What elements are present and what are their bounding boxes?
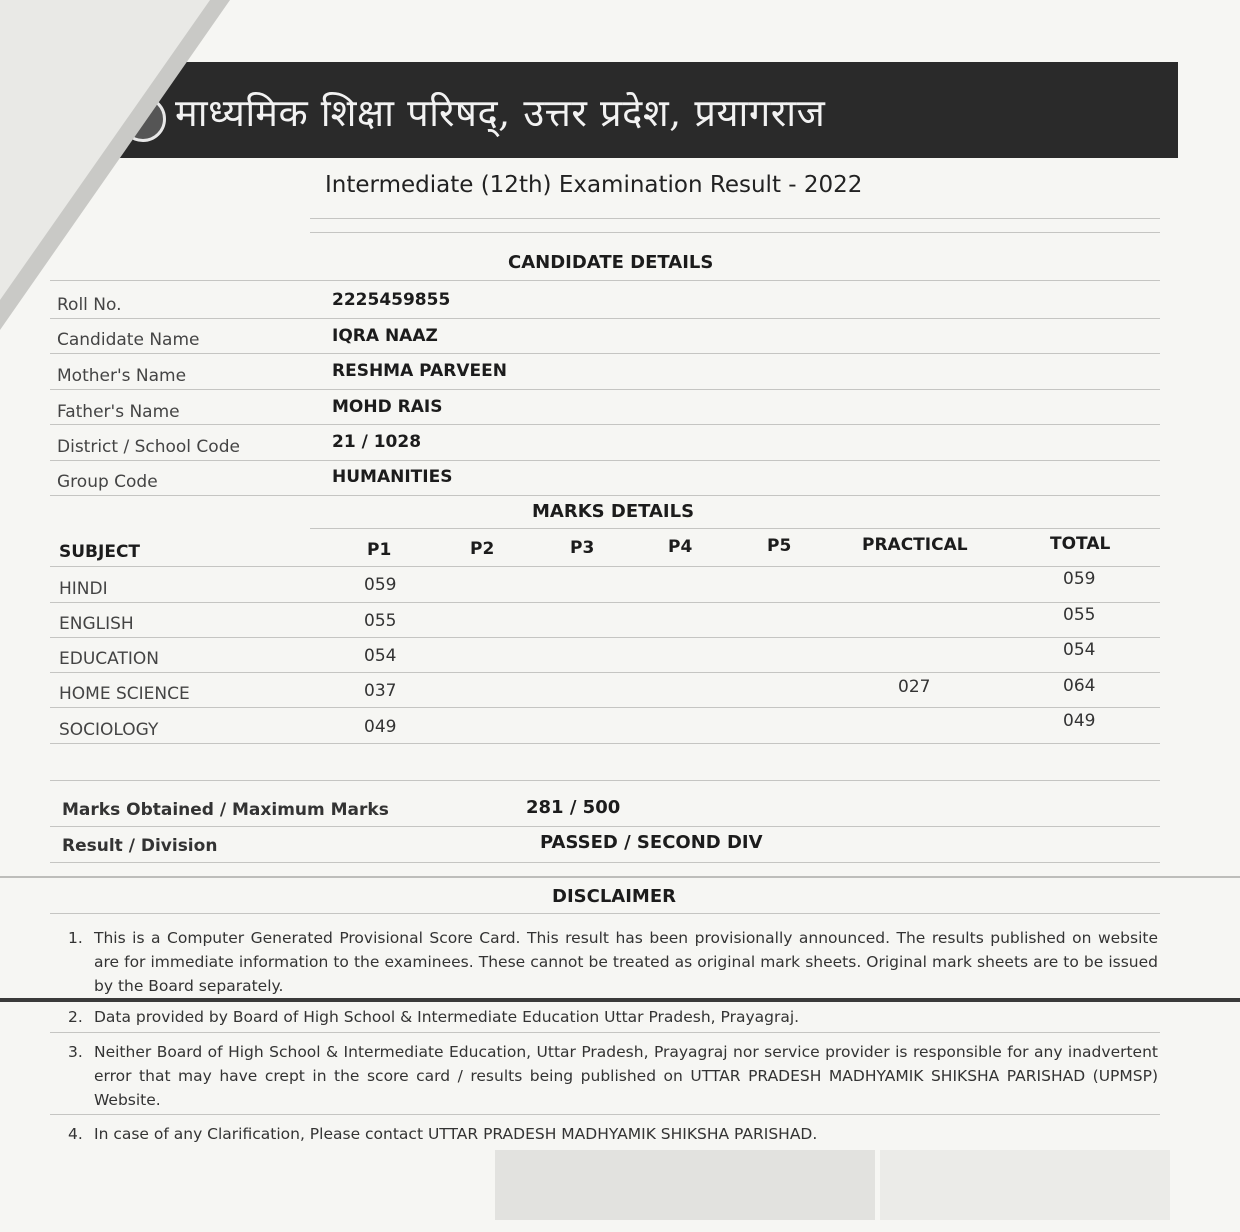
marks-obtained-label: Marks Obtained / Maximum Marks <box>62 800 389 820</box>
group-code-label: Group Code <box>57 472 158 492</box>
disclaimer-item-text: Data provided by Board of High School & Intermediate Education Uttar Pradesh, Prayagraj. <box>94 1008 800 1026</box>
total-marks: 059 <box>1063 569 1096 589</box>
candidate-name-value: IQRA NAAZ <box>332 326 438 346</box>
exam-title: Intermediate (12th) Examination Result - 2022 <box>325 172 863 198</box>
subject-name: ENGLISH <box>59 614 134 634</box>
divider <box>50 460 1160 461</box>
subject-name: HOME SCIENCE <box>59 684 190 704</box>
roll-no-label: Roll No. <box>57 295 122 315</box>
total-column-header: TOTAL <box>1050 534 1111 554</box>
fathers-name-value: MOHD RAIS <box>332 397 443 417</box>
p1-marks: 049 <box>364 717 397 737</box>
disclaimer-item-text: This is a Computer Generated Provisional Score Card. This result has been provisionally announced. The results published on website are for immediate information to the examinees. These cannot be treated as original mark sheets. Original mark sheets are to be issued by the Board separately. <box>94 929 1158 995</box>
divider <box>50 318 1160 319</box>
mothers-name-label: Mother's Name <box>57 366 187 386</box>
disclaimer-item-number: 4. <box>68 1125 83 1143</box>
divider <box>310 232 1160 233</box>
disclaimer-heading: DISCLAIMER <box>552 886 676 907</box>
total-marks: 064 <box>1063 676 1096 696</box>
divider <box>310 218 1160 219</box>
result-division-label: Result / Division <box>62 836 218 856</box>
divider <box>50 353 1160 354</box>
p3-column-header: P3 <box>570 538 595 558</box>
district-school-code-value: 21 / 1028 <box>332 432 422 452</box>
disclaimer-item <box>68 1005 1158 1031</box>
p1-marks: 054 <box>364 646 397 666</box>
folded-corner-highlight <box>0 0 210 300</box>
divider <box>50 780 1160 781</box>
result-division-value: PASSED / SECOND DIV <box>540 832 763 853</box>
marks-details-heading: MARKS DETAILS <box>532 501 695 522</box>
total-marks: 054 <box>1063 640 1096 660</box>
disclaimer-item-number: 2. <box>68 1008 83 1026</box>
group-code-value: HUMANITIES <box>332 467 453 487</box>
marks-obtained-value: 281 / 500 <box>526 797 621 818</box>
print-smudge <box>495 1150 875 1220</box>
candidate-name-label: Candidate Name <box>57 330 200 350</box>
divider <box>50 1114 1160 1115</box>
divider <box>50 862 1160 863</box>
divider <box>50 826 1160 827</box>
divider <box>50 424 1160 425</box>
roll-no-value: 2225459855 <box>332 290 451 310</box>
print-smudge <box>880 1150 1170 1220</box>
mothers-name-value: RESHMA PARVEEN <box>332 361 507 381</box>
p1-marks: 059 <box>364 575 397 595</box>
p1-marks: 055 <box>364 611 397 631</box>
subject-name: HINDI <box>59 579 108 599</box>
disclaimer-item-text: In case of any Clarification, Please contact UTTAR PRADESH MADHYAMIK SHIKSHA PARISHAD. <box>94 1125 818 1143</box>
divider <box>50 602 1160 603</box>
subject-name: EDUCATION <box>59 649 159 669</box>
disclaimer-item <box>68 1122 1158 1148</box>
disclaimer-item-number: 3. <box>68 1043 83 1061</box>
divider <box>50 672 1160 673</box>
p2-column-header: P2 <box>470 539 495 559</box>
board-title: माध्यमिक शिक्षा परिषद्, उत्तर प्रदेश, प्रयागराज <box>175 91 826 135</box>
divider <box>50 707 1160 708</box>
total-marks: 055 <box>1063 605 1096 625</box>
subject-column-header: SUBJECT <box>59 542 141 562</box>
p1-marks: 037 <box>364 681 397 701</box>
fathers-name-label: Father's Name <box>57 402 180 422</box>
disclaimer-item-number: 1. <box>68 929 83 947</box>
practical-marks: 027 <box>898 677 931 697</box>
p5-column-header: P5 <box>767 536 792 556</box>
divider <box>50 389 1160 390</box>
disclaimer-item-text: Neither Board of High School & Intermediate Education, Uttar Pradesh, Prayagraj nor service provider is responsible for any inadvertent error that may have crept in the score card / results being published on UTTAR PRADESH MADHYAMIK SHIKSHA PARISHAD (UPMSP) Website. <box>94 1043 1158 1109</box>
divider <box>50 566 1160 567</box>
divider <box>50 743 1160 744</box>
paper-crease <box>0 876 1240 878</box>
divider <box>50 1032 1160 1033</box>
p1-column-header: P1 <box>367 540 392 560</box>
divider <box>50 280 1160 281</box>
board-header <box>110 62 1178 158</box>
disclaimer-item <box>68 926 1158 998</box>
total-marks: 049 <box>1063 711 1096 731</box>
divider <box>310 528 1160 529</box>
disclaimer-item <box>68 1040 1158 1112</box>
subject-name: SOCIOLOGY <box>59 720 159 740</box>
district-school-code-label: District / School Code <box>57 437 240 457</box>
practical-column-header: PRACTICAL <box>862 535 968 555</box>
divider <box>50 495 1160 496</box>
p4-column-header: P4 <box>668 537 693 557</box>
candidate-details-heading: CANDIDATE DETAILS <box>508 252 714 273</box>
paper-crease <box>0 998 1240 1002</box>
divider <box>50 637 1160 638</box>
divider <box>50 913 1160 914</box>
